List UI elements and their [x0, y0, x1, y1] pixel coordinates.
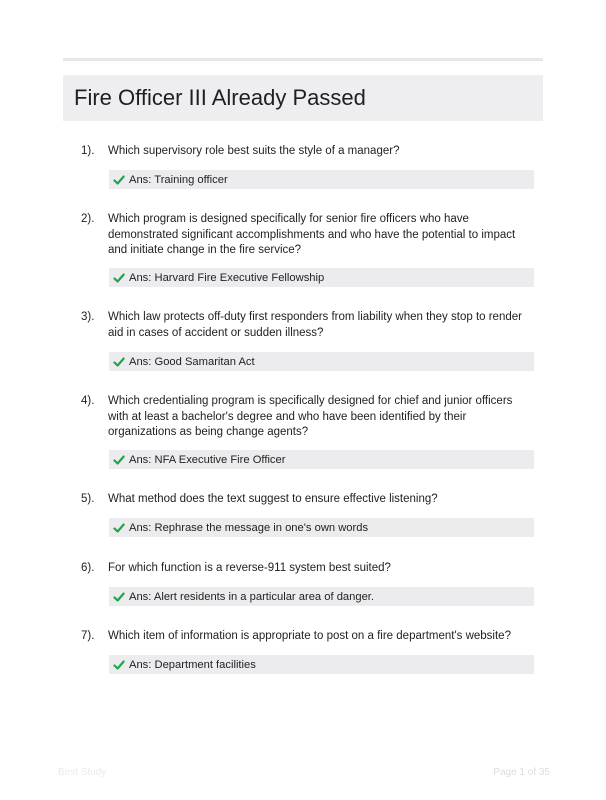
question-text: Which item of information is appropriate to post on a fire department's website?	[108, 630, 511, 642]
answer-text: Ans: Rephrase the message in one's own words	[129, 521, 369, 534]
answer-box	[109, 170, 534, 189]
answer-box	[109, 655, 534, 674]
answer-box	[109, 518, 534, 537]
answer-box	[109, 352, 534, 371]
question-number: 4).	[81, 395, 95, 407]
question-text: Which program is designed specifically for senior fire officers who have demonstrated significant accomplishments and who have the potential to impact and initiate change in the fire service?	[108, 213, 516, 256]
question-text: Which law protects off-duty first responders from liability when they stop to render aid in cases of accident or sudden illness?	[108, 311, 522, 339]
question-number: 2).	[81, 213, 95, 225]
question-number: 7).	[81, 630, 95, 642]
check-icon	[113, 659, 125, 671]
answer-text: Ans: Alert residents in a particular area of danger.	[129, 590, 375, 603]
page-title: Fire Officer III Already Passed	[74, 85, 366, 110]
question-text: Which credentialing program is specifically designed for chief and junior officers with at least a bachelor's degree and who have been identified by their organizations as being change agents?	[108, 395, 513, 438]
top-divider	[63, 58, 543, 61]
question-text: For which function is a reverse-911 system best suited?	[108, 562, 391, 574]
title-banner	[63, 75, 543, 121]
footer-brand: Best Study	[58, 767, 107, 778]
check-icon	[113, 454, 125, 466]
answer-text: Ans: Training officer	[129, 173, 228, 186]
check-icon	[113, 272, 125, 284]
answer-box	[109, 587, 534, 606]
answer-text: Ans: Department facilities	[129, 658, 256, 671]
answer-box	[109, 268, 534, 287]
question-number: 5).	[81, 493, 95, 505]
answer-box	[109, 450, 534, 469]
page-number: Page 1 of 35	[493, 767, 550, 778]
answer-text: Ans: Good Samaritan Act	[129, 355, 255, 368]
question-number: 3).	[81, 311, 95, 323]
question-number: 1).	[81, 145, 95, 157]
check-icon	[113, 591, 125, 603]
answer-text: Ans: Harvard Fire Executive Fellowship	[129, 271, 325, 284]
check-icon	[113, 522, 125, 534]
check-icon	[113, 174, 125, 186]
answer-text: Ans: NFA Executive Fire Officer	[129, 453, 286, 466]
question-text: What method does the text suggest to ensure effective listening?	[108, 493, 438, 505]
question-number: 6).	[81, 562, 95, 574]
check-icon	[113, 356, 125, 368]
question-text: Which supervisory role best suits the style of a manager?	[108, 145, 400, 157]
